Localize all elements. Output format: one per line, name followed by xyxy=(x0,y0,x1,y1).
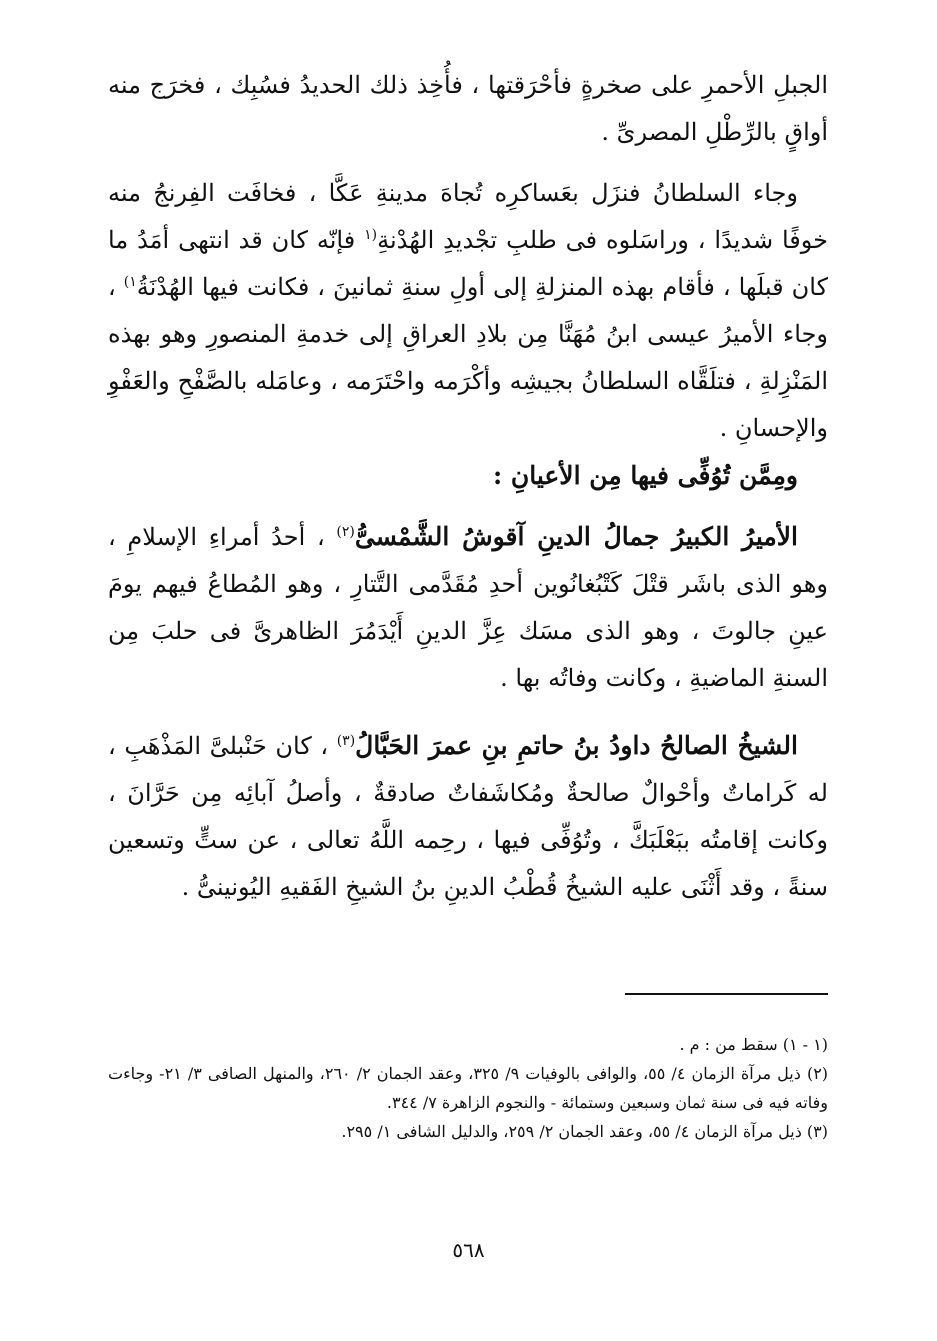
page-number: ٥٦٨ xyxy=(452,1238,485,1262)
entry-name: الشيخُ الصالحُ داودُ بنُ حاتمِ بنِ عمرَ الحَبَّالُ xyxy=(355,731,798,760)
footnote-1: (١ - ١) سقط من : م . xyxy=(679,1035,828,1054)
footnote-divider xyxy=(625,993,828,995)
paragraph-sultan-akka xyxy=(108,170,828,452)
entry-aqush xyxy=(108,513,828,702)
footnote-2: (٢) ذيل مرآة الزمان ٤/ ٥٥، والوافى بالوفيات ٩/ ٣٢٥، وعقد الجمان ٢/ ٢٦٠، والمنهل الصافى ٣/ ٢١- وجاءت وفاته فيه فى سنة ثمان وسبعين وستمائة - والنجوم الزاهرة ٧/ ٣٤٤. xyxy=(108,1064,829,1112)
entry-dawud xyxy=(108,722,828,911)
paragraph-text: فإنّه كان قد انتهى أمَدُ ما كان قبلَها ، فأقام بهذه المنزلةِ إلى أولِ سنةِ ثمانينَ ، فكانت فيها الهُدْنَةُ xyxy=(108,226,829,301)
entry-text: ، أحدُ أمراءِ الإسلامِ ، وهو الذى باشَر قتْلَ كَتْبُغانُوين أحدِ مُقَدَّمى التَّتارِ ، وهو المُطاعُ فيهم يومَ عينِ جالوتَ ، وهو الذى مسَك عِزَّ الدينِ أَيْدَمُرَ الظاهرىَّ فى حلبَ مِن السنةِ الماضيةِ ، وكانت وفاتُه بها . xyxy=(108,523,828,692)
entry-name: الأميرُ الكبيرُ جمالُ الدينِ آقوشُ الشَّمْسىُّ xyxy=(354,522,798,551)
footnote-ref-2: (٢) xyxy=(336,524,355,540)
footnote-ref-1-close: ١) xyxy=(123,274,137,290)
paragraph-continuation: الجبلِ الأحمرِ على صخرةٍ فأحْرَقتها ، فأُخِذ ذلك الحديدُ فسُبِك ، فخرَج منه أواقٍ بالرِّطْلِ المصرىِّ . xyxy=(108,71,828,146)
footnote-ref-3: (٣) xyxy=(336,733,356,749)
footnote-ref-1-open: (١ xyxy=(364,227,378,243)
entry-text: ، كان حَنْبلىَّ المَذْهَبِ ، له كَراماتٌ وأحْوالٌ صالحةٌ ومُكاشَفاتٌ صادقةٌ ، وأصلُ آبائِه مِن حَرَّانَ ، وكانت إقامتُه ببَعْلَبَكَّ ، وتُوُفِّى فيها ، رحِمه اللَّهُ تعالى ، عن ستٍّ وتسعين سنةً ، وقد أَثْنَى عليه الشيخُ قُطْبُ الدينِ بنُ الشيخِ الفَقيهِ اليُونينىُّ . xyxy=(108,732,828,901)
footnotes xyxy=(108,1030,828,1146)
paragraph-text: ، وجاء الأميرُ عيسى ابنُ مُهَنَّا مِن بلادِ العراقِ إلى خدمةِ المنصورِ وهو بهذه المَنْزِلةِ ، فتلَقَّاه السلطانُ بجيشِه وأكْرَمه واحْتَرَمه ، وعامَله بالصَّفْحِ والعَفْوِ والإحسانِ . xyxy=(108,273,828,442)
main-text xyxy=(108,62,828,911)
section-heading: ومِمَّن تُوُفِّى فيها مِن الأعيانِ : xyxy=(492,461,798,490)
paragraph-text: وجاء السلطانُ فنزَل بعَساكرِه تُجاهَ مدينةِ عَكَّا ، فخافَت الفِرنجُ منه خوفًا شديدًا ، وراسَلوه فى طلبِ تجْديدِ الهُدْنةِ xyxy=(108,179,828,254)
footnote-3: (٣) ذيل مرآة الزمان ٤/ ٥٥، وعقد الجمان ٢/ ٢٥٩، والدليل الشافى ١/ ٢٩٥. xyxy=(341,1122,828,1141)
